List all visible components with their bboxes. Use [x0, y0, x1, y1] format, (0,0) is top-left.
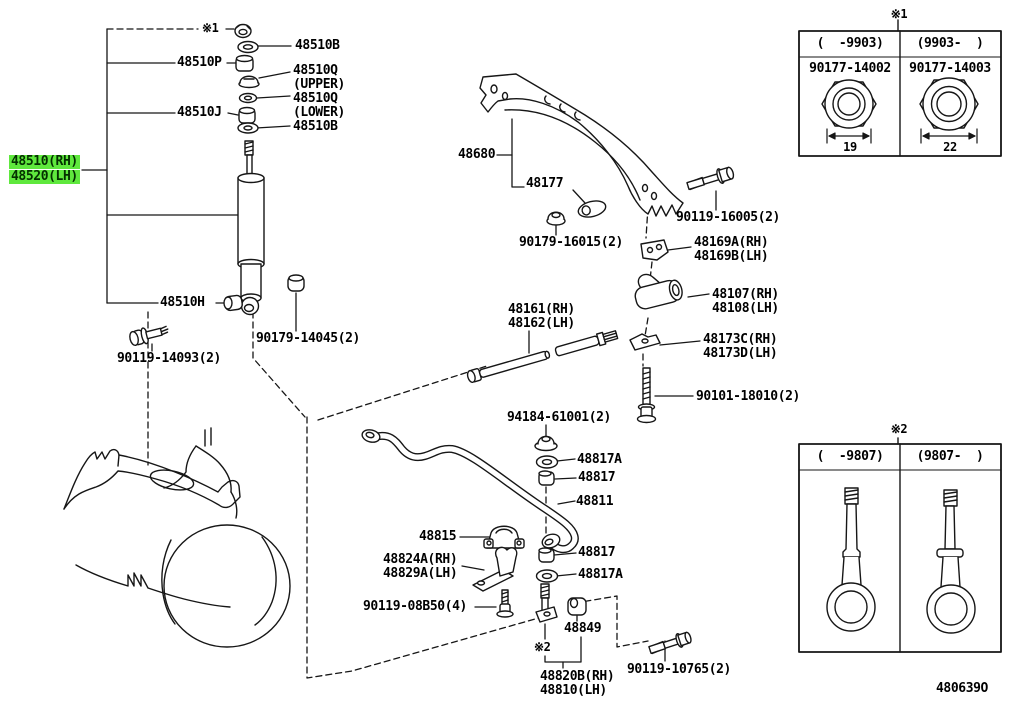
part-label-90179-16015[interactable]: 90179-16015(2) [519, 235, 623, 250]
part-label-48820b[interactable]: 48820B(RH) [540, 669, 615, 684]
part-label-48824a[interactable]: 48824A(RH) [383, 552, 458, 567]
crossmember-drawing [480, 74, 683, 216]
bolt-icon-90119-08b50 [497, 590, 513, 617]
part-label-48510h[interactable]: 48510H [160, 295, 205, 310]
table2-period-right: (9807- ) [916, 449, 984, 464]
retainer-washer-icon [238, 42, 258, 53]
cushion-upper-icon [239, 76, 259, 87]
part-label-48510q-upper-note: (UPPER) [293, 77, 345, 92]
nut-icon [235, 25, 251, 38]
part-label-48510j[interactable]: 48510J [177, 105, 222, 120]
table1-dim-left: 19 [843, 140, 857, 154]
part-label-90119-10765[interactable]: 90119-10765(2) [627, 662, 731, 677]
shock-absorber-drawing [238, 141, 264, 315]
table2-ref-mark: ※2 [890, 422, 908, 436]
table1-part-right[interactable]: 90177-14003 [909, 61, 991, 76]
part-label-48161[interactable]: 48161(RH) [508, 302, 575, 317]
part-label-90119-16005[interactable]: 90119-16005(2) [676, 210, 780, 225]
knuckle-hub-drawing [64, 428, 290, 647]
part-label-48680[interactable]: 48680 [458, 147, 496, 162]
ref-mark-1: ※1 [202, 21, 219, 35]
part-label-48510q-lower[interactable]: 48510Q [293, 91, 338, 106]
bracket-48169-icon [641, 240, 668, 260]
part-label-48510b-low[interactable]: 48510B [293, 119, 338, 134]
bushing-48510h-icon [224, 295, 243, 311]
clamp-48107-icon [631, 267, 685, 311]
part-label-48510q-upper[interactable]: 48510Q [293, 63, 338, 78]
part-label-48107[interactable]: 48107(RH) [712, 287, 779, 302]
bushing-icon-90179-14045 [288, 275, 304, 291]
table1-part-left[interactable]: 90177-14002 [809, 61, 891, 76]
part-label-48520-lh-highlighted[interactable]: 48520(LH) [11, 169, 78, 184]
table1-period-left: ( -9903) [816, 36, 884, 51]
bushing-48849-icon [568, 598, 586, 615]
cup-retainer-icon [236, 56, 253, 72]
part-label-48169a[interactable]: 48169A(RH) [694, 235, 769, 250]
nut-icon-90179-16015 [547, 212, 565, 225]
part-label-90101-18010[interactable]: 90101-18010(2) [696, 389, 800, 404]
clamp-48815-icon [484, 526, 524, 548]
cup-retainer-icon [239, 108, 255, 124]
bolt-icon-90101-18010 [638, 368, 656, 423]
cushion-lower-icon [240, 94, 257, 103]
part-label-48108[interactable]: 48108(LH) [712, 301, 779, 316]
bolt-icon-90119-14093 [128, 322, 170, 347]
table2-period-left: ( -9807) [816, 449, 884, 464]
table1-dim-right: 22 [943, 140, 957, 154]
part-label-48510-rh-highlighted[interactable]: 48510(RH) [11, 154, 78, 169]
bolt-icon-90119-16005 [686, 165, 735, 193]
nut-icon-94184-61001 [535, 437, 557, 451]
part-label-48510b-top[interactable]: 48510B [295, 38, 340, 53]
part-label-90119-14093[interactable]: 90119-14093(2) [117, 351, 221, 366]
diagram-code: 480639O [936, 681, 988, 696]
spacer-48177-icon [577, 198, 608, 219]
part-label-90179-14045[interactable]: 90179-14045(2) [256, 331, 360, 346]
part-label-48810[interactable]: 48810(LH) [540, 683, 607, 698]
part-label-48817a-2[interactable]: 48817A [578, 567, 623, 582]
part-label-48173c[interactable]: 48173C(RH) [703, 332, 778, 347]
part-label-48829a[interactable]: 48829A(LH) [383, 566, 458, 581]
part-label-48817-1[interactable]: 48817 [578, 470, 616, 485]
plate-48173-icon [630, 334, 660, 350]
table1-ref-mark: ※1 [890, 7, 908, 21]
part-label-48811[interactable]: 48811 [576, 494, 614, 509]
part-label-48815[interactable]: 48815 [419, 529, 457, 544]
part-label-90119-08b50[interactable]: 90119-08B50(4) [363, 599, 467, 614]
stud-48820b-icon [536, 584, 557, 622]
part-label-48169b[interactable]: 48169B(LH) [694, 249, 769, 264]
part-label-48817-2[interactable]: 48817 [578, 545, 616, 560]
ref-mark-2-callout: ※2 [534, 640, 551, 654]
ref-table-2 [799, 438, 1001, 652]
bolt-icon-90119-10765 [648, 630, 693, 656]
retainer-washer-icon [238, 123, 258, 133]
part-label-48177[interactable]: 48177 [526, 176, 564, 191]
part-label-48817a-1[interactable]: 48817A [577, 452, 622, 467]
part-label-48162[interactable]: 48162(LH) [508, 316, 575, 331]
table1-period-right: (9903- ) [916, 36, 984, 51]
part-label-48510p[interactable]: 48510P [177, 55, 222, 70]
part-label-48173d[interactable]: 48173D(LH) [703, 346, 778, 361]
part-label-48849[interactable]: 48849 [564, 621, 602, 636]
link-bolts-48161-icon [466, 329, 618, 383]
part-label-48510q-lower-note: (LOWER) [293, 105, 345, 120]
shock-hardware-stack [235, 25, 259, 134]
part-label-94184-61001[interactable]: 94184-61001(2) [507, 410, 611, 425]
